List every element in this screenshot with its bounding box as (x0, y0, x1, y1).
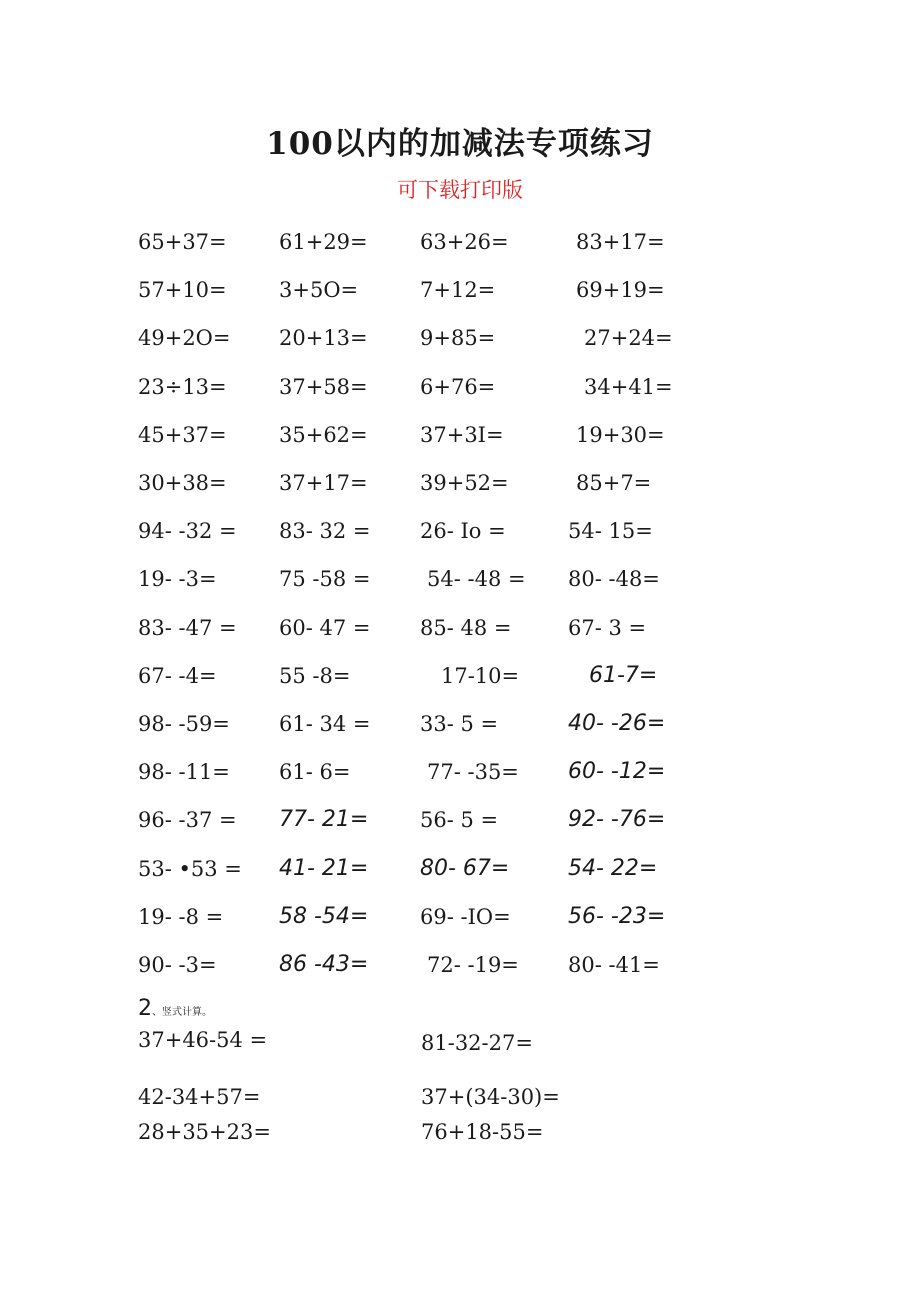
problem-cell: 54- 22= (568, 855, 658, 881)
problem-cell: 75 -58 = (279, 567, 371, 592)
problem-cell: 56- -23= (568, 903, 666, 929)
problem-cell: 40- -26= (568, 711, 666, 736)
problem-cell: 37+3I= (420, 422, 504, 447)
problem-cell: 83- 32 = (279, 519, 371, 544)
problem-cell: 69- -IO= (420, 904, 511, 929)
section-label: 、竖式计算。 (152, 1007, 212, 1018)
problem-cell: 60- 47 = (279, 615, 371, 640)
problem-cell: 83+17= (576, 230, 665, 254)
problem-cell: 85- 48 = (420, 615, 512, 640)
problem-cell: 69+19= (576, 278, 665, 303)
problem-cell: 7+12= (420, 278, 496, 303)
problem-cell: 98- -59= (138, 712, 230, 736)
mixed-problem: 42-34+57= (138, 1085, 261, 1109)
problem-cell: 90- -3= (138, 953, 217, 977)
problem-cell: 37+17= (279, 471, 368, 495)
problem-cell: 37+58= (279, 374, 368, 399)
problem-cell: 57+10= (138, 278, 227, 303)
problem-cell: 65+37= (138, 230, 227, 254)
problem-cell: 67- 3 = (568, 615, 647, 640)
problem-cell: 60- -12= (568, 759, 666, 785)
problem-cell: 80- 67= (420, 855, 510, 881)
problem-cell: 34+41= (584, 374, 673, 399)
problem-cell: 77- 21= (279, 807, 369, 833)
problem-cell: 92- -76= (568, 807, 666, 833)
problem-cell: 20+13= (279, 326, 368, 351)
mixed-problem: 76+18-55= (421, 1120, 544, 1144)
problem-cell: 96- -37 = (138, 808, 237, 833)
mixed-problem: 28+35+23= (138, 1120, 271, 1144)
problem-cell: 63+26= (420, 230, 509, 254)
problem-cell: 19+30= (576, 422, 665, 447)
problem-cell: 55 -8= (279, 663, 351, 688)
problem-cell: 72- -19= (427, 953, 519, 977)
problem-cell: 83- -47 = (138, 615, 237, 640)
problem-cell: 53- •53 = (138, 856, 242, 881)
problem-cell: 3+5O= (279, 278, 359, 303)
problem-cell: 61-7= (589, 662, 658, 688)
problem-cell: 45+37= (138, 422, 227, 447)
problem-cell: 61- 6= (279, 760, 351, 785)
problem-cell: 39+52= (420, 471, 509, 495)
section-number: 2 (138, 996, 152, 1021)
problem-cell: 27+24= (584, 326, 673, 351)
problem-cell: 33- 5 = (420, 712, 499, 736)
problem-cell: 54- 15= (568, 519, 653, 544)
section-2-heading (138, 996, 212, 1021)
problem-cell: 26- Io = (420, 519, 506, 544)
problem-cell: 58 -54= (279, 903, 369, 929)
problem-cell: 67- -4= (138, 663, 217, 688)
problem-cell: 56- 5 = (420, 808, 499, 833)
problem-cell: 80- -41= (568, 953, 660, 977)
mixed-problem: 81-32-27= (421, 1031, 533, 1055)
problem-cell: 19- -3= (138, 567, 217, 592)
problem-cell: 35+62= (279, 422, 368, 447)
problem-cell: 23÷13= (138, 374, 227, 399)
problem-cell: 61- 34 = (279, 712, 371, 736)
problem-cell: 49+2O= (138, 326, 231, 351)
problem-cell: 41- 21= (279, 855, 369, 881)
problem-cell: 17-10= (441, 663, 520, 688)
problem-cell: 30+38= (138, 471, 227, 495)
mixed-problem: 37+46-54 = (138, 1028, 268, 1052)
problem-cell: 94- -32 = (138, 519, 237, 544)
problem-cell: 80- -48= (568, 567, 660, 592)
page-subtitle: 可下载打印版 (397, 178, 523, 202)
problem-cell: 9+85= (420, 326, 496, 351)
problem-cell: 61+29= (279, 230, 368, 254)
page-title: 100以内的加减法专项练习 (266, 126, 654, 162)
problem-cell: 54- -48 = (427, 567, 526, 592)
mixed-problem: 37+(34-30)= (421, 1085, 560, 1109)
problem-cell: 19- -8 = (138, 904, 224, 929)
problem-cell: 6+76= (420, 374, 496, 399)
problem-cell: 85+7= (576, 471, 652, 495)
problem-cell: 86 -43= (279, 952, 369, 977)
problem-cell: 77- -35= (427, 760, 519, 785)
problem-cell: 98- -11= (138, 760, 230, 785)
